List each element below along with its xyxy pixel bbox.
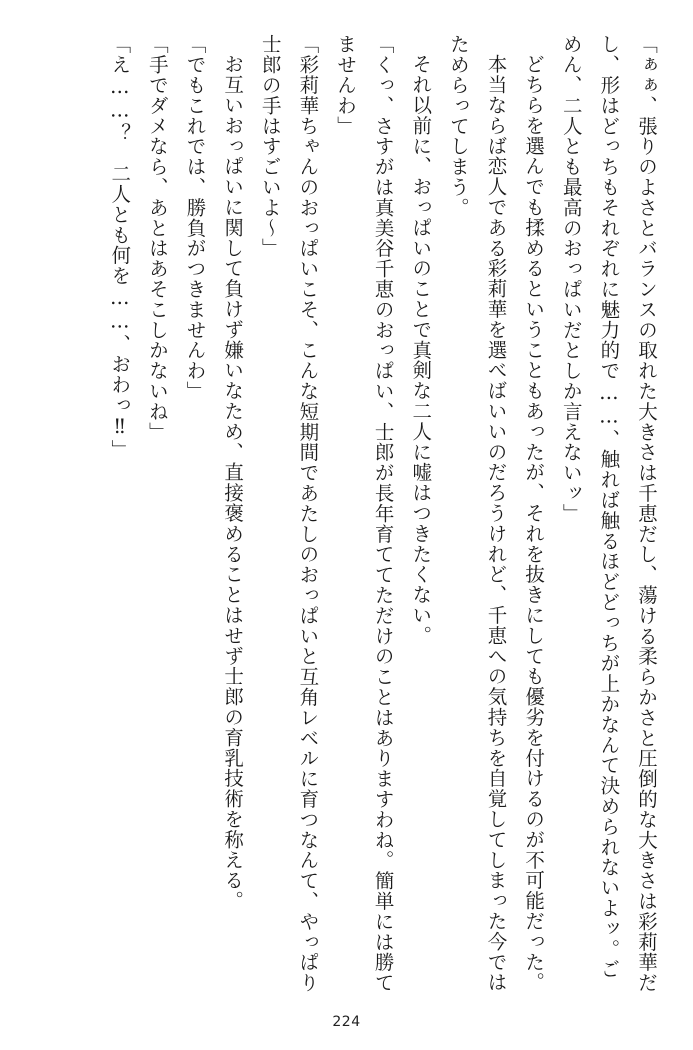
- paragraph: それ以前に、おっぱいのことで真剣な二人に嘘はつきたくない。: [409, 53, 433, 646]
- paragraph: 「彩莉華ちゃんのおっぱいこそ、こんな短期間であたしのおっぱいと互角レベルに育つなんて、やっぱり士郎の手はすごいよ〜」: [258, 34, 320, 993]
- page-text-body: [28, 34, 665, 994]
- paragraph: 「ぁぁ、張りのよさとバランスの取れた大きさは千恵だし、蕩ける柔らかさと圧倒的な大きさは彩莉華だし、形はどっちもそれぞれに魅力的で……、触れば触るほどどっちが上かなんて決められないよッ。ごめん、二人とも最高のおっぱいだとしか言えないッ」: [559, 34, 658, 993]
- paragraph: 「手でダメなら、あとはあそこしかないね」: [145, 34, 169, 442]
- paragraph: 本当ならば恋人である彩莉華を選べばいいのだろうけれど、千恵への気持ちを自覚してしまった今ではためらってしまう。: [446, 34, 508, 992]
- paragraph: 「でもこれでは、勝負がつきませんわ」: [183, 34, 207, 402]
- page-number: 224: [332, 1014, 361, 1030]
- paragraph: 「え……？ 二人とも何を……、おわっ‼」: [108, 34, 132, 460]
- paragraph: 「くっ、さすがは真美谷千恵のおっぱい、士郎が長年育ててただけのことはありますわね。簡単には勝てませんわ」: [334, 34, 395, 993]
- paragraph: どちらを選んでも揉めるということもあったが、それを抜きにしても優劣を付けるのが不可能だった。: [522, 53, 546, 992]
- paragraph: お互いおっぱいに関して負けず嫌いなため、直接褒めることはせず士郎の育乳技術を称える。: [221, 53, 245, 911]
